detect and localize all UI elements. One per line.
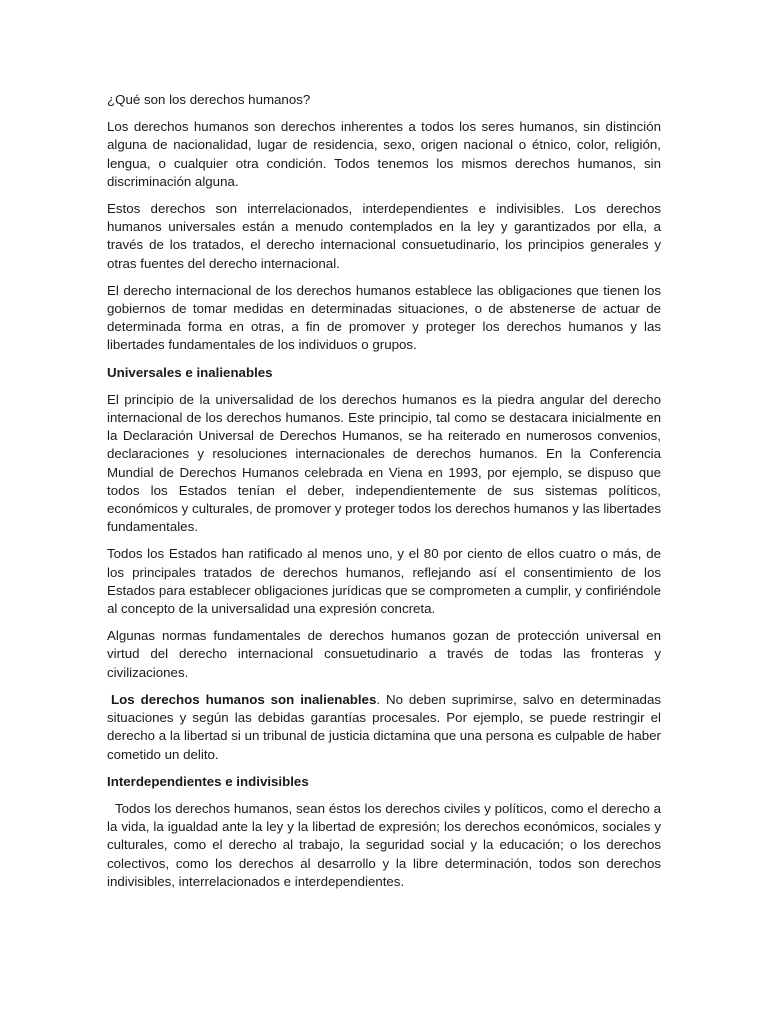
interdependientes-paragraph: Todos los derechos humanos, sean éstos los derechos civiles y políticos, como el derecho a la vida, la igualdad ante la ley y la libertad de expresión; los derechos económicos, sociales y culturales, como el derecho al trabajo, la seguridad social y la educación; o los derechos colectivos, como los derechos al desarrollo y la libre determinación, todos son derechos indivisibles, interrelacionados e interdependientes. — [107, 800, 661, 889]
intro-paragraph-2: Estos derechos son interrelacionados, interdependientes e indivisibles. Los derechos humanos universales están a menudo contemplados en la ley y garantizados por ella, a través de los tratados, el derecho internacional consuetudinario, los principios generales y otras fuentes del derecho internacional. — [107, 201, 661, 271]
intro-paragraph-3: El derecho internacional de los derechos humanos establece las obligaciones que tienen los gobiernos de tomar medidas en determinadas situaciones, o de abstenerse de actuar de determinada forma en otras, a fin de promover y proteger los derechos humanos y las libertades fundamentales de los individuos o grupos. — [107, 282, 661, 353]
document-question: ¿Qué son los derechos humanos? — [107, 92, 311, 107]
inalienable-paragraph — [107, 691, 661, 764]
universales-paragraph-3: Algunas normas fundamentales de derechos humanos gozan de protección universal en virtud del derecho internacional consuetudinario a través de todas las fronteras y civilizaciones. — [107, 628, 661, 680]
inalienable-rest-text: . No deben suprimirse, salvo en determinadas situaciones y según las debidas garantías procesales. Por ejemplo, se puede restringir el derecho a la libertad si un tribunal de justicia dictamina que una persona es culpable de haber cometido un delito. — [107, 691, 661, 762]
section-heading-interdependientes: Interdependientes e indivisibles — [107, 773, 309, 789]
section-heading-universales: Universales e inalienables — [107, 364, 273, 380]
inalienable-bold-text: Los derechos humanos son inalienables — [111, 691, 377, 707]
universales-paragraph-2: Todos los Estados han ratificado al menos uno, y el 80 por ciento de ellos cuatro o más, de los principales tratados de derechos humanos, reflejando así el consentimiento de los Estados para establecer obligaciones jurídicas que se comprometen a cumplir, y confiriéndole al concepto de la universalidad una expresión concreta. — [107, 546, 661, 617]
universales-paragraph-1: El principio de la universalidad de los derechos humanos es la piedra angular del derecho internacional de los derechos humanos. Este principio, tal como se destacara inicialmente en la Declaración Universal de Derechos Humanos, se ha reiterado en numerosos convenios, declaraciones y resoluciones internacionales de derechos humanos. En la Conferencia Mundial de Derechos Humanos celebrada en Viena en 1993, por ejemplo, se dispuso que todos los Estados tenían el deber, independientemente de sus sistemas políticos, económicos y culturales, de promover y proteger todos los derechos humanos y las libertades fundamentales. — [107, 391, 661, 535]
document-page — [107, 91, 661, 900]
intro-paragraph-1: Los derechos humanos son derechos inherentes a todos los seres humanos, sin distinción alguna de nacionalidad, lugar de residencia, sexo, origen nacional o étnico, color, religión, lengua, o cualquier otra condición. Todos tenemos los mismos derechos humanos, sin discriminación alguna. — [107, 119, 661, 189]
